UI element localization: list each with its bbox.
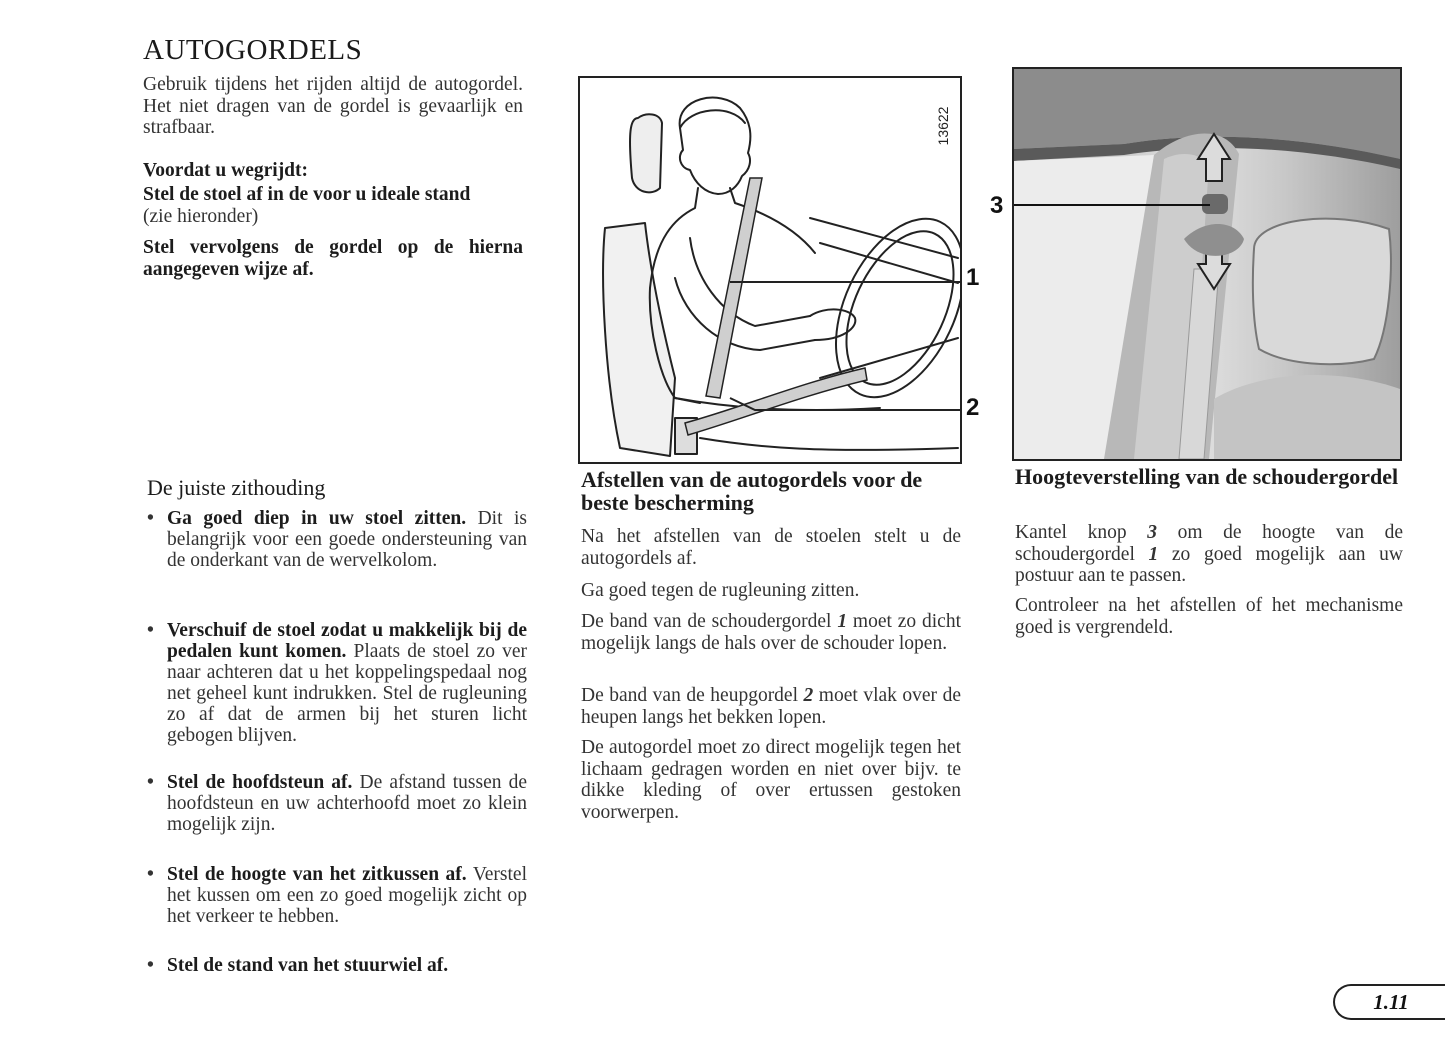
- adjust-p4: [581, 685, 961, 728]
- adjust-heading: Afstellen van de autogordels voor de beste bescherming: [581, 467, 923, 515]
- ref-number: 3: [1147, 522, 1157, 543]
- posture-item-text: Verstel het kussen om een zo goed mogelijk zicht op het verkeer te hebben.: [167, 864, 528, 927]
- driver-seatbelt-illustration: [578, 76, 962, 464]
- adjust-p4-text: De band van de heupgordel: [581, 685, 804, 706]
- posture-item: [147, 620, 527, 746]
- bullet-dot: •: [147, 955, 154, 976]
- step1-bold: Stel de stoel af in de voor u ideale stand: [143, 184, 471, 205]
- callout-3: 3: [990, 192, 1004, 219]
- driver-drawing: [580, 78, 960, 462]
- posture-item: [147, 508, 527, 571]
- height-p2: Controleer na het afstellen of het mechanisme goed is vergrendeld.: [1015, 595, 1403, 638]
- posture-item: [147, 772, 527, 835]
- posture-item-bold: Ga goed diep in uw stoel zitten.: [167, 508, 467, 529]
- callout-2: 2: [966, 394, 980, 421]
- height-heading: Hoogteverstelling van de schoudergordel: [1015, 464, 1399, 489]
- adjust-p4-text-cont: moet vlak over de heupen langs het bekken lopen.: [581, 685, 961, 728]
- height-p1: [1015, 522, 1403, 587]
- ref-number: 1: [1148, 543, 1159, 565]
- figure-code: 13622: [935, 106, 951, 146]
- ref-number: 1: [837, 611, 848, 632]
- adjust-p3: [581, 611, 961, 654]
- posture-item: [147, 864, 527, 927]
- ref-number: 2: [803, 685, 814, 706]
- before-driving-step1: [143, 184, 528, 227]
- adjust-p5: De autogordel moet zo direct mogelijk tegen het lichaam gedragen worden en niet over bijv. te dikke kleding of over ertussen gestoken voorwerpen.: [581, 737, 961, 823]
- adjust-p3-text-cont: moet zo dicht mogelijk langs de hals over de schouder lopen.: [581, 611, 961, 654]
- bullet-dot: •: [147, 772, 154, 793]
- adjust-p1: Na het afstellen van de stoelen stelt u de autogordels af.: [581, 526, 961, 569]
- posture-item-text: Dit is belangrijk voor een goede ondersteuning van de onderkant van de wervelkolom.: [167, 508, 527, 571]
- callout-1: 1: [966, 264, 980, 291]
- posture-item-bold: Verschuif de stoel zodat u makkelijk bij de pedalen kunt komen.: [167, 620, 527, 662]
- page-title: AUTOGORDELS: [143, 34, 363, 66]
- height-p1-text: Kantel knop: [1015, 522, 1148, 543]
- seatbelt-pillar-photo: [1012, 67, 1402, 461]
- intro-text: Gebruik tijdens het rijden altijd de autogordel. Het niet dragen van de gordel is gevaarlijk en strafbaar.: [143, 74, 523, 138]
- posture-item: [147, 955, 527, 976]
- height-p1-text-cont: om de hoogte van de schoudergordel: [1015, 522, 1403, 565]
- posture-item-bold: Stel de hoogte van het zitkussen af.: [167, 864, 467, 885]
- adjust-p3-text: De band van de schoudergordel: [581, 611, 838, 632]
- bullet-dot: •: [147, 508, 154, 529]
- bullet-dot: •: [147, 620, 154, 641]
- adjust-p2: Ga goed tegen de rugleuning zitten.: [581, 580, 860, 601]
- height-p1-text-end: zo goed mogelijk aan uw postuur aan te passen.: [1015, 543, 1403, 586]
- bullet-dot: •: [147, 864, 154, 885]
- posture-heading: De juiste zithouding: [147, 475, 326, 500]
- before-driving-label: Voordat u wegrijdt:: [143, 160, 309, 181]
- before-driving-step2: Stel vervolgens de gordel op de hierna aangegeven wijze af.: [143, 237, 523, 280]
- posture-item-bold: Stel de stand van het stuurwiel af.: [167, 955, 449, 976]
- posture-item-bold: Stel de hoofdsteun af.: [167, 772, 353, 793]
- posture-item-text: De afstand tussen de hoofdsteun en uw achterhoofd moet zo klein mogelijk zijn.: [167, 772, 527, 835]
- page-number: 1.11: [1333, 984, 1445, 1020]
- posture-item-text: Plaats de stoel zo ver naar achteren dat u het koppelingspedaal nog net geheel kunt indrukken. Stel de rugleuning zo af dat de armen bij het sturen licht gebogen blijven.: [167, 641, 527, 746]
- step1-note: (zie hieronder): [143, 205, 259, 227]
- pillar-drawing: [1014, 69, 1400, 459]
